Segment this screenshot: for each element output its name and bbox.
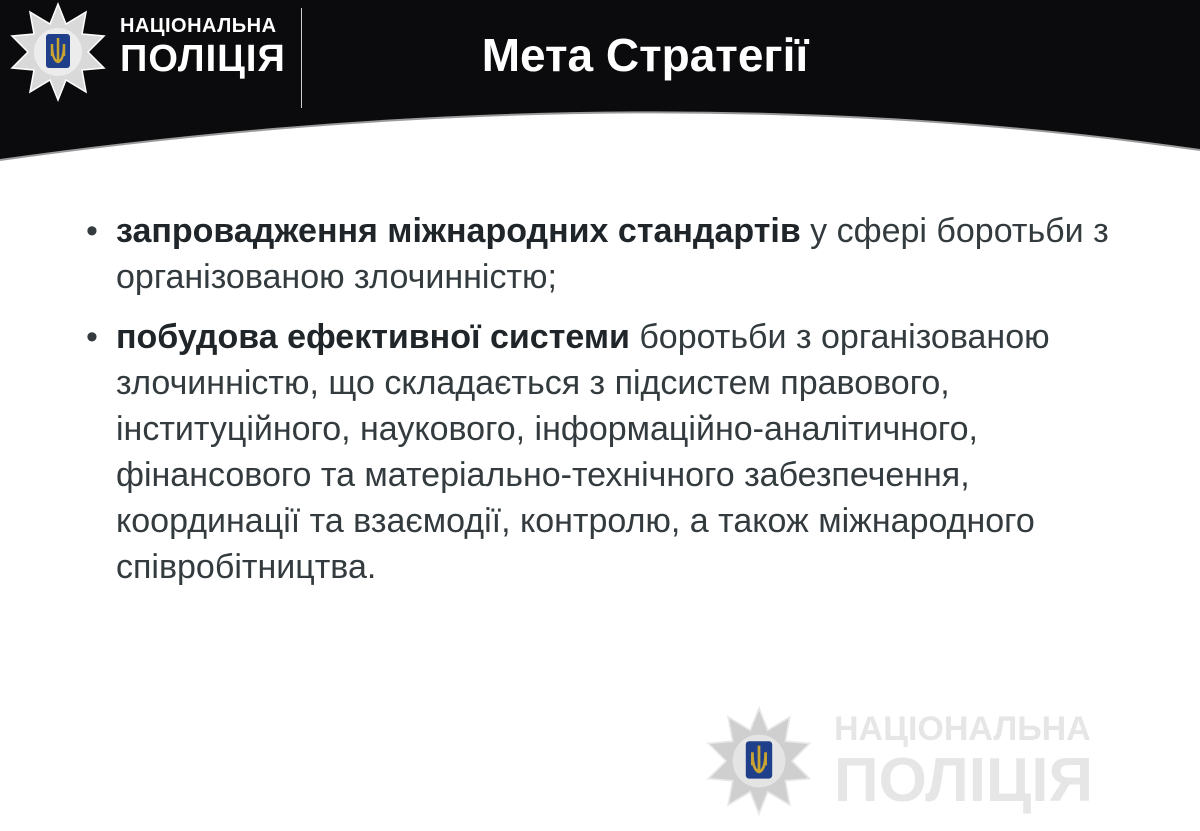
slide-content	[82, 208, 1142, 604]
bullet-bold-text: побудова ефективної системи	[116, 318, 630, 356]
bullet-item	[82, 208, 1142, 300]
bullet-text: боротьби з організованою злочинністю, що складається з підсистем правового, інституційного, наукового, інформаційно-аналітичного, фінансового та матеріально-технічного забезпечення, координації та взаємодії, контролю, а також міжнародного співробітництва.	[116, 318, 1050, 586]
police-logo	[8, 2, 300, 104]
police-watermark	[704, 706, 1134, 831]
brand-name-line1: НАЦІОНАЛЬНА	[120, 15, 277, 37]
police-badge-icon	[704, 706, 814, 816]
bullet-text: у сфері боротьби з організованою злочинністю;	[116, 212, 1109, 296]
brand-name-line2: ПОЛІЦІЯ	[120, 38, 286, 80]
bullet-marker: •	[86, 212, 98, 250]
watermark-line2: ПОЛІЦІЯ	[834, 746, 1094, 815]
brand-divider	[301, 8, 302, 108]
bullet-marker: •	[86, 318, 98, 356]
slide-title: Мета Стратегії	[481, 29, 809, 81]
watermark-line1: НАЦІОНАЛЬНА	[834, 710, 1091, 748]
bullet-list	[82, 208, 1142, 590]
watermark-text	[834, 710, 1094, 815]
bullet-item	[82, 314, 1142, 590]
bullet-bold-text: запровадження міжнародних стандартів	[116, 212, 801, 250]
police-badge-icon	[8, 2, 108, 102]
